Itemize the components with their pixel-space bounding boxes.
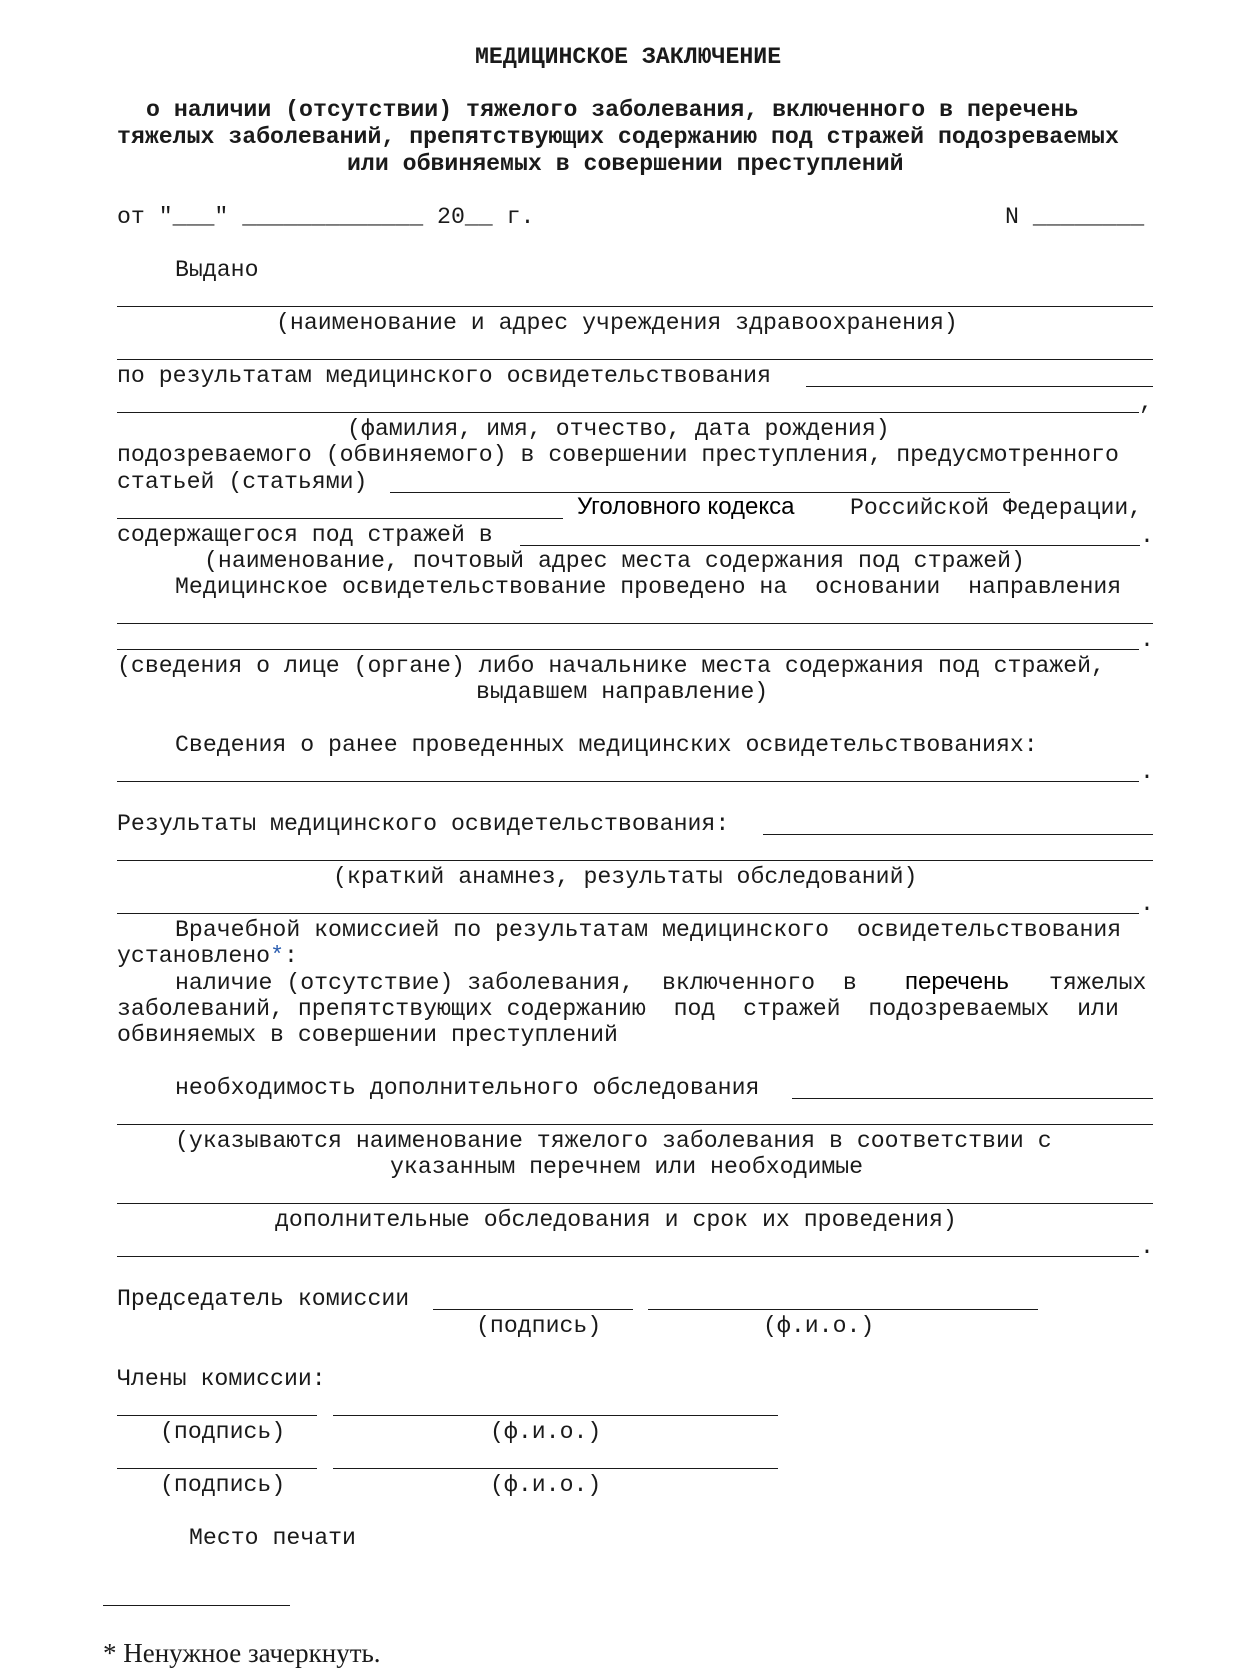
patient-name-blank <box>117 412 1139 413</box>
detention-caption: (наименование, почтовый адрес места содержания под стражей) <box>204 548 1025 574</box>
disease-caption-1: (указываются наименование тяжелого заболевания в соответствии с <box>175 1128 1052 1154</box>
issued-label: Выдано <box>175 257 259 283</box>
period-3: . <box>1140 759 1154 785</box>
members-label: Члены комиссии: <box>117 1366 326 1392</box>
disease-blank-1 <box>117 1203 1153 1204</box>
presence-text-3: обвиняемых в совершении преступлений <box>117 1022 618 1048</box>
footnote-asterisk-link[interactable]: * <box>270 943 284 969</box>
chairman-name-line <box>648 1309 1038 1310</box>
period-1: . <box>1140 523 1154 549</box>
period-5: . <box>1140 1234 1154 1260</box>
member-1-signature-caption: (подпись) <box>160 1419 286 1445</box>
subtitle-line-1: о наличии (отсутствии) тяжелого заболевания, включенного в перечень <box>146 97 1079 123</box>
document-title: МЕДИЦИНСКОЕ ЗАКЛЮЧЕНИЕ <box>475 44 782 70</box>
commission-text-2: установлено*: <box>117 943 298 969</box>
institution-blank-line <box>117 306 1153 307</box>
detained-in-label: содержащегося под стражей в <box>117 522 493 548</box>
criminal-code-label: Уголовного кодекса <box>577 493 795 520</box>
comma-1: , <box>1139 390 1153 416</box>
previous-exams-label: Сведения о ранее проведенных медицинских освидетельствованиях: <box>175 732 1038 758</box>
member-1-name-line <box>333 1415 778 1416</box>
number-field: N ________ <box>1005 204 1145 230</box>
anamnesis-blank <box>117 913 1139 914</box>
disease-caption-2: указанным перечнем или необходимые <box>390 1154 864 1180</box>
chairman-label: Председатель комиссии <box>117 1286 410 1312</box>
commission-text-1: Врачебной комиссией по результатам медицинского освидетельствования <box>175 917 1122 943</box>
seal-label: Место печати <box>189 1525 356 1551</box>
name-caption: (фамилия, имя, отчество, дата рождения) <box>347 416 890 442</box>
subtitle-line-2: тяжелых заболеваний, препятствующих содержанию под стражей подозреваемых <box>117 124 1119 150</box>
exam-results-blank <box>806 386 1153 387</box>
period-2: . <box>1140 627 1154 653</box>
period-4: . <box>1140 891 1154 917</box>
additional-exam-blank-1 <box>792 1098 1153 1099</box>
russian-federation-label: Российской Федерации, <box>850 495 1143 521</box>
institution-caption: (наименование и адрес учреждения здравоохранения) <box>276 310 958 336</box>
exam-results-blank-2 <box>117 860 1153 861</box>
member-2-name-line <box>333 1468 778 1469</box>
chairman-signature-caption: (подпись) <box>476 1313 602 1339</box>
list-word: перечень <box>905 968 1009 995</box>
exam-results-blank-1 <box>763 834 1153 835</box>
detention-blank <box>520 545 1140 546</box>
referral-blank-1 <box>117 623 1153 624</box>
suspect-text: подозреваемого (обвиняемого) в совершении преступления, предусмотренного <box>117 442 1119 468</box>
member-2-name-caption: (ф.и.о.) <box>490 1472 602 1498</box>
presence-text-2: заболеваний, препятствующих содержанию под стражей подозреваемых или <box>117 996 1119 1022</box>
referral-caption-2: выдавшем направление) <box>476 679 769 705</box>
member-2-signature-caption: (подпись) <box>160 1472 286 1498</box>
subtitle-line-3: или обвиняемых в совершении преступлений <box>347 151 904 177</box>
additional-exam-label: необходимость дополнительного обследования <box>175 1075 760 1101</box>
institution-blank-line-2 <box>117 359 1153 360</box>
chairman-name-caption: (ф.и.о.) <box>763 1313 875 1339</box>
disease-blank-2 <box>117 1256 1139 1257</box>
referral-blank-2 <box>117 649 1139 650</box>
chairman-signature-line <box>433 1309 633 1310</box>
footnote-text: * Ненужное зачеркнуть. <box>103 1638 381 1668</box>
previous-exams-blank <box>117 781 1139 782</box>
presence-text-1a: наличие (отсутствие) заболевания, включенного в <box>175 970 857 996</box>
disease-caption-3: дополнительные обследования и срок их проведения) <box>275 1207 957 1233</box>
exam-results-prefix: по результатам медицинского освидетельствования <box>117 363 771 389</box>
exam-basis-text: Медицинское освидетельствование проведено на основании направления <box>175 574 1122 600</box>
exam-results-label: Результаты медицинского освидетельствования: <box>117 811 730 837</box>
presence-text-1b: тяжелых <box>1049 970 1147 996</box>
articles-label: статьей (статьями) <box>117 469 368 495</box>
date-field: от "___" _____________ 20__ г. <box>117 204 535 230</box>
member-1-name-caption: (ф.и.о.) <box>490 1419 602 1445</box>
footnote-separator <box>103 1605 290 1606</box>
member-2-signature-line <box>117 1468 317 1469</box>
anamnesis-caption: (краткий анамнез, результаты обследований) <box>333 864 918 890</box>
member-1-signature-line <box>117 1415 317 1416</box>
additional-exam-blank-2 <box>117 1124 1153 1125</box>
articles-blank-2 <box>117 518 563 519</box>
referral-caption-1: (сведения о лице (органе) либо начальнике места содержания под стражей, <box>117 653 1105 679</box>
